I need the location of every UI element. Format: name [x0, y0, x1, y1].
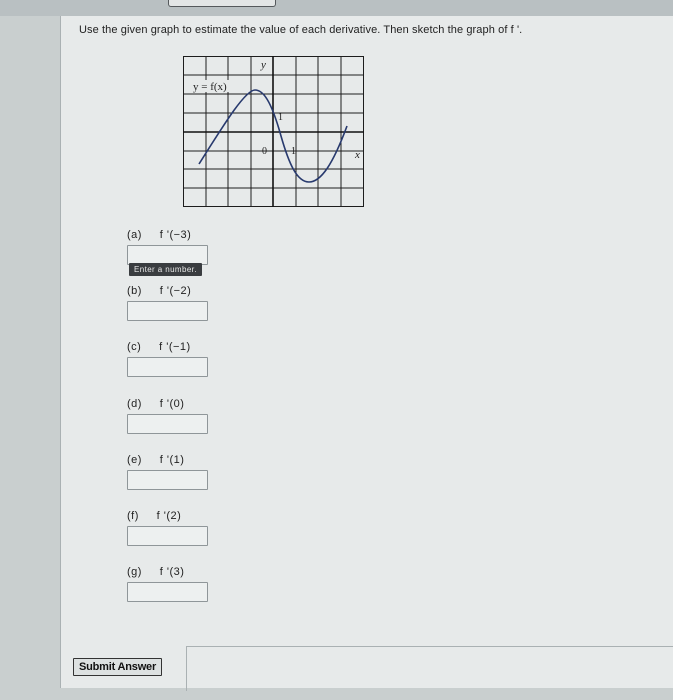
part-expression: f '(−1) — [159, 341, 191, 353]
y-axis-label: y — [261, 59, 266, 71]
part-letter: (g) — [127, 566, 142, 578]
part-expression: f '(−3) — [159, 229, 192, 241]
part-letter: (d) — [127, 398, 142, 410]
part-letter: (b) — [127, 285, 142, 297]
answer-input-b[interactable] — [127, 301, 208, 321]
part-expression: f '(−2) — [159, 285, 192, 297]
footer-frame — [186, 646, 673, 691]
answer-input-c[interactable] — [127, 357, 208, 377]
answer-input-e[interactable] — [127, 470, 208, 490]
part-g-label — [127, 566, 184, 578]
part-expression: f '(3) — [159, 566, 185, 578]
question-text: Use the given graph to estimate the value of each derivative. Then sketch the graph of f '. — [79, 24, 523, 36]
top-tab[interactable] — [168, 0, 276, 7]
submit-answer-button[interactable]: Submit Answer — [73, 658, 162, 676]
function-graph — [183, 56, 365, 208]
part-c-label — [127, 341, 191, 353]
part-e-label — [127, 454, 184, 466]
answer-input-d[interactable] — [127, 414, 208, 434]
top-bar — [0, 0, 673, 16]
part-a-label — [127, 229, 191, 241]
part-letter: (a) — [127, 229, 142, 241]
part-f-label — [127, 510, 181, 522]
input-tooltip: Enter a number. — [129, 263, 202, 276]
part-expression: f '(2) — [156, 510, 182, 522]
part-expression: f '(1) — [159, 454, 185, 466]
x-axis-label: x — [355, 149, 360, 161]
answer-input-a[interactable] — [127, 245, 208, 265]
origin-label: 0 — [262, 146, 267, 157]
part-d-label — [127, 398, 184, 410]
question-card — [60, 16, 673, 688]
part-letter: (e) — [127, 454, 142, 466]
part-letter: (c) — [127, 341, 142, 353]
function-label: y = f(x) — [193, 81, 227, 93]
x-tick-label: 1 — [291, 146, 296, 157]
y-tick-label: 1 — [278, 112, 283, 123]
answer-input-f[interactable] — [127, 526, 208, 546]
part-expression: f '(0) — [159, 398, 185, 410]
answer-input-g[interactable] — [127, 582, 208, 602]
part-b-label — [127, 285, 191, 297]
part-letter: (f) — [127, 510, 139, 522]
